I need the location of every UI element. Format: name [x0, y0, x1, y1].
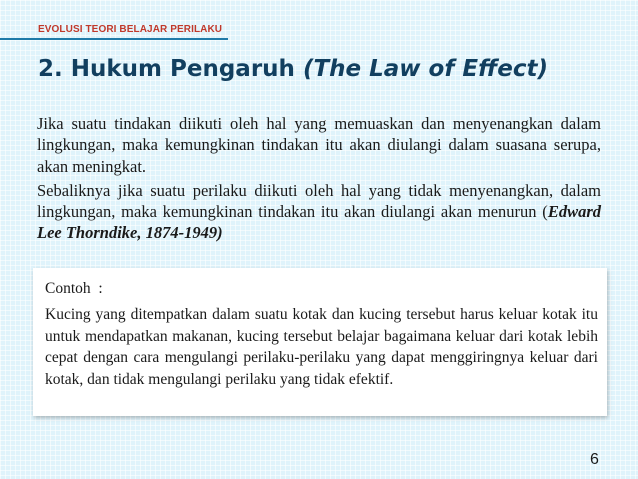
section-label: EVOLUSI TEORI BELAJAR PERILAKU: [38, 24, 223, 35]
example-box: [33, 268, 607, 416]
example-text: Kucing yang ditempatkan dalam suatu kotak dan kucing tersebut harus keluar kotak itu untuk mendapatkan makanan, kucing tersebut belajar bagaimana keluar dari kotak lebih cepat dengan cara mengulangi perilaku-perilaku yang dapat menggiringnya keluar dari kotak, dan tidak mengulangi perilaku yang tidak efektif.: [45, 306, 598, 388]
page-number: 6: [590, 451, 599, 468]
slide-title: [38, 56, 548, 82]
title-italic: (The Law of Effect): [302, 56, 548, 82]
example-label: Contoh :: [45, 280, 103, 297]
paragraph-2: [37, 180, 601, 244]
body-text: [37, 113, 601, 247]
title-main: 2. Hukum Pengaruh: [38, 56, 303, 82]
reference-citation: Edward Lee Thorndike, 1874-1949): [37, 202, 601, 243]
header-rule: [0, 38, 228, 40]
paragraph-2-text: Sebaliknya jika suatu perilaku diikuti oleh hal yang tidak menyenangkan, dalam lingkungan, maka kemungkinan tindakan itu akan diulangi akan menurun (: [37, 180, 601, 222]
paragraph-1: Jika suatu tindakan diikuti oleh hal yang memuaskan dan menyenangkan dalam lingkungan, maka kemungkinan tindakan itu akan diulangi dalam suasana serupa, akan meningkat.: [37, 114, 601, 176]
